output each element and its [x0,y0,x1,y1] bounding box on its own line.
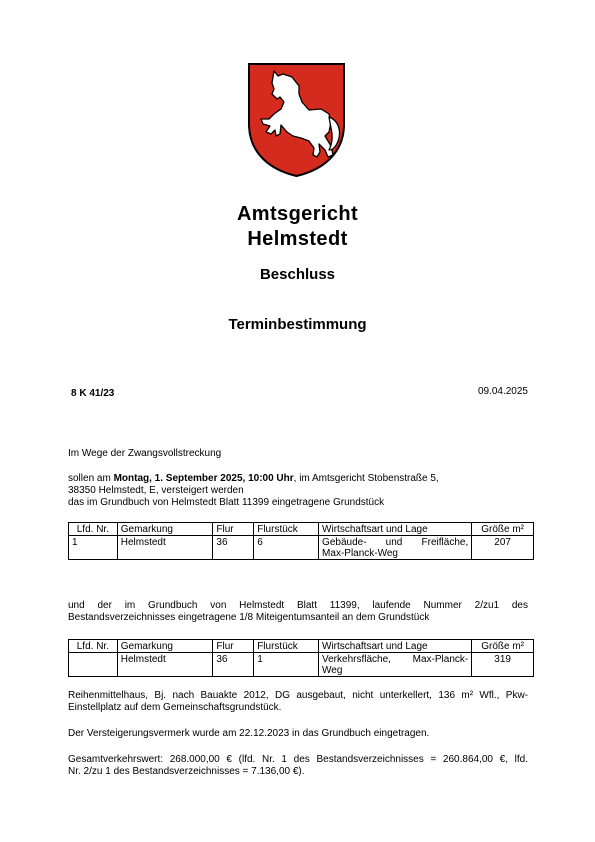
header-lage: Wirtschaftsart und Lage [319,640,472,653]
header-nr: Lfd. Nr. [69,640,118,653]
header-flurstueck: Flurstück [254,640,319,653]
parcel-table-1 [68,522,534,560]
parcel-table-2 [68,639,534,677]
cell-flur: 36 [213,536,254,560]
auction-paragraph [68,473,528,509]
cell-gemarkung: Helmstedt [117,653,213,677]
cell-flurstueck: 1 [254,653,319,677]
auction-datetime: Montag, 1. September 2025, 10:00 Uhr [113,473,294,484]
table-row [69,653,534,677]
cell-lage: Gebäude- und Freifläche, Max-Planck-Weg [319,536,472,560]
cell-groesse: 207 [472,536,534,560]
header-gemarkung: Gemarkung [117,523,213,536]
cell-flurstueck: 6 [254,536,319,560]
auction-line-2: 38350 Helmstedt, E, versteigert werden [68,485,244,496]
auction-line-3: das im Grundbuch von Helmstedt Blatt 11399 eingetragene Grundstück [68,497,385,508]
auction-line-1: sollen am Montag, 1. September 2025, 10:00 Uhr, im Amtsgericht Stobenstraße 5, [68,473,439,484]
header-groesse: Größe m² [472,523,534,536]
header-groesse: Größe m² [472,640,534,653]
second-parcel-intro: und der im Grundbuch von Helmstedt Blatt 11399, laufende Nummer 2/zu1 des Bestandsverzeichnisses eingetragene 1/8 Miteigentumsanteil an dem Grundstück [68,600,528,623]
header-gemarkung: Gemarkung [117,640,213,653]
cell-nr: 1 [69,536,118,560]
court-location: Helmstedt [247,228,348,250]
cell-flur: 36 [213,653,254,677]
header-flur: Flur [213,640,254,653]
header-flurstueck: Flurstück [254,523,319,536]
cell-gemarkung: Helmstedt [117,536,213,560]
registration-note: Der Versteigerungsvermerk wurde am 22.12.2023 in das Grundbuch eingetragen. [68,728,430,739]
lower-saxony-horse-icon [247,62,346,178]
cell-lage: Verkehrsfläche, Max-Planck- Weg [319,653,472,677]
header-flur: Flur [213,523,254,536]
table-header-row [69,523,534,536]
subject-heading: Terminbestimmung [228,316,367,333]
document-date: 09.04.2025 [477,386,528,397]
table-row [69,536,534,560]
cell-groesse: 319 [472,653,534,677]
cell-nr [69,653,118,677]
intro-text: Im Wege der Zwangsvollstreckung [68,448,222,459]
table-header-row [69,640,534,653]
case-number: 8 K 41/23 [71,388,115,399]
header-lage: Wirtschaftsart und Lage [319,523,472,536]
header-nr: Lfd. Nr. [69,523,118,536]
property-description: Reihenmittelhaus, Bj. nach Bauakte 2012, DG ausgebaut, nicht unterkellert, 136 m² Wfl., Pkw- Einstellplatz auf dem Gemeinschaftsgrundstück. [68,690,528,713]
market-value: Gesamtverkehrswert: 268.000,00 € (lfd. Nr. 1 des Bestandsverzeichnisses = 260.864,00 €, lfd. Nr. 2/zu 1 des Bestandsverzeichnisses = 7.136,00 €). [68,754,528,777]
decision-heading: Beschluss [259,266,336,283]
court-name: Amtsgericht [236,203,359,225]
